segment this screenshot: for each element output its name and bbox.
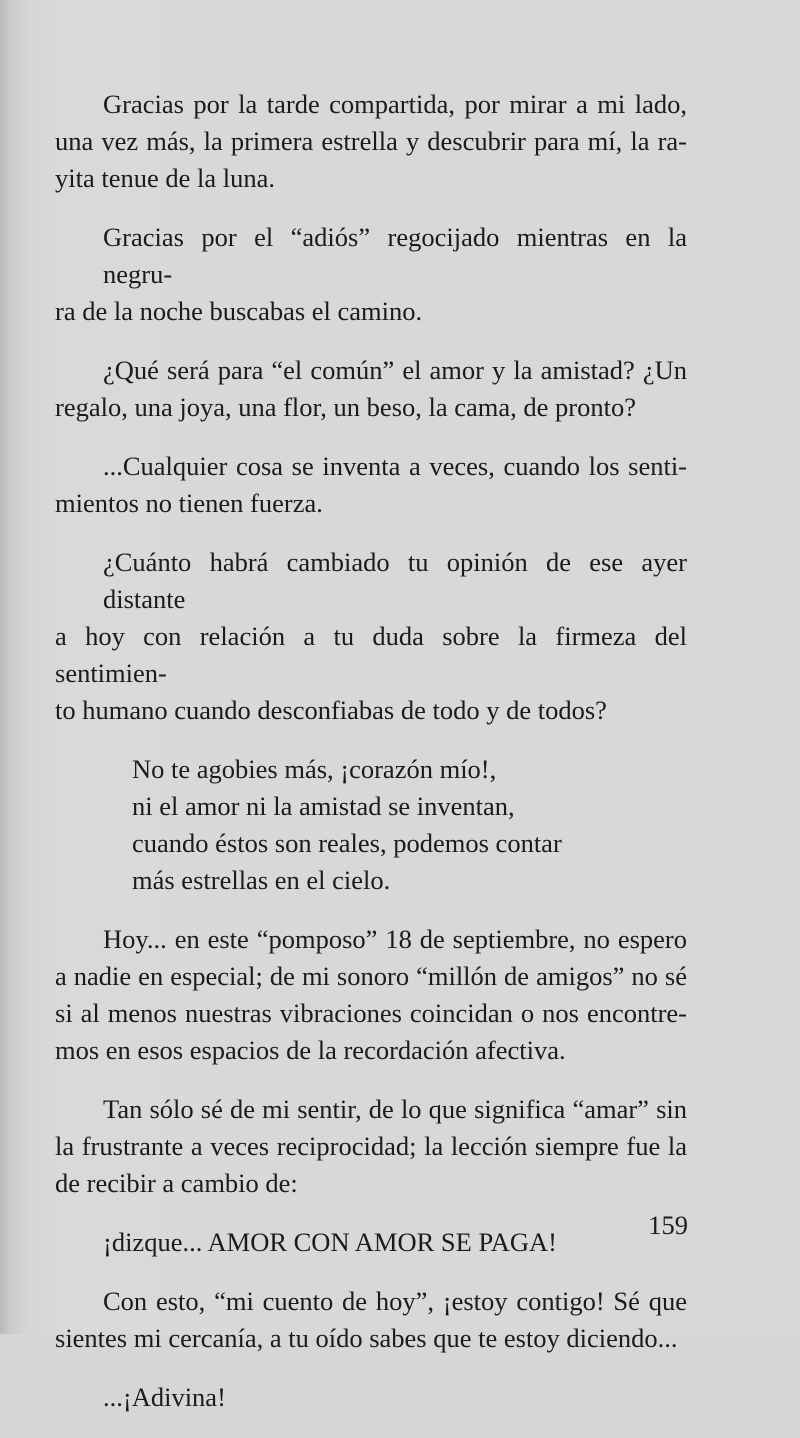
paragraph-7 [55,1091,687,1202]
text-line: mos en esos espacios de la recordación afectiva. [55,1035,566,1065]
paragraph-1 [55,86,687,197]
exclamation-line: ¡dizque... AMOR CON AMOR SE PAGA! [103,1227,557,1257]
text-line: mientos no tienen fuerza. [55,488,323,518]
text-line: Hoy... en este “pomposo” 18 de septiembre, no espero [103,924,687,954]
verse-stanza [55,751,687,899]
verse-line: más estrellas en el cielo. [132,865,391,895]
paragraph-8 [55,1283,687,1357]
text-line: Tan sólo sé de mi sentir, de lo que significa “amar” sin [103,1094,687,1124]
text-line: Gracias por la tarde compartida, por mirar a mi lado, [103,89,687,119]
verse-line: ni el amor ni la amistad se inventan, [132,791,515,821]
page-body [55,86,687,1438]
text-line: una vez más, la primera estrella y descubrir para mí, la ra- [55,126,687,156]
text-line: regalo, una joya, una flor, un beso, la cama, de pronto? [55,392,636,422]
paragraph-6 [55,921,687,1069]
closing-line: ...¡Adivina! [103,1382,226,1412]
text-line: ...Cualquier cosa se inventa a veces, cuando los senti- [103,451,687,481]
paragraph-2 [55,219,687,330]
verse-line: No te agobies más, ¡corazón mío!, [132,754,497,784]
text-line: Gracias por el “adiós” regocijado mientras en la negru- [103,222,687,289]
text-line: la frustrante a veces reciprocidad; la lección siempre fue la [55,1131,687,1161]
paragraph-3 [55,352,687,426]
text-line: Con esto, “mi cuento de hoy”, ¡estoy contigo! Sé que [103,1286,687,1316]
text-line: yita tenue de la luna. [55,163,276,193]
text-line: ¿Cuánto habrá cambiado tu opinión de ese ayer distante [103,547,687,614]
text-line: sientes mi cercanía, a tu oído sabes que te estoy diciendo... [55,1323,678,1353]
paragraph-4 [55,448,687,522]
text-line: ¿Qué será para “el común” el amor y la amistad? ¿Un [103,355,687,385]
text-line: to humano cuando desconfiabas de todo y de todos? [55,695,607,725]
text-line: de recibir a cambio de: [55,1168,298,1198]
text-line: ra de la noche buscabas el camino. [55,296,423,326]
paragraph-5 [55,544,687,729]
page-number: 159 [648,1210,688,1240]
text-line: a nadie en especial; de mi sonoro “millón de amigos” no sé [55,961,687,991]
verse-line: cuando éstos son reales, podemos contar [132,828,562,858]
text-line: si al menos nuestras vibraciones coincidan o nos encontre- [55,998,687,1028]
text-line: a hoy con relación a tu duda sobre la firmeza del sentimien- [55,621,687,688]
